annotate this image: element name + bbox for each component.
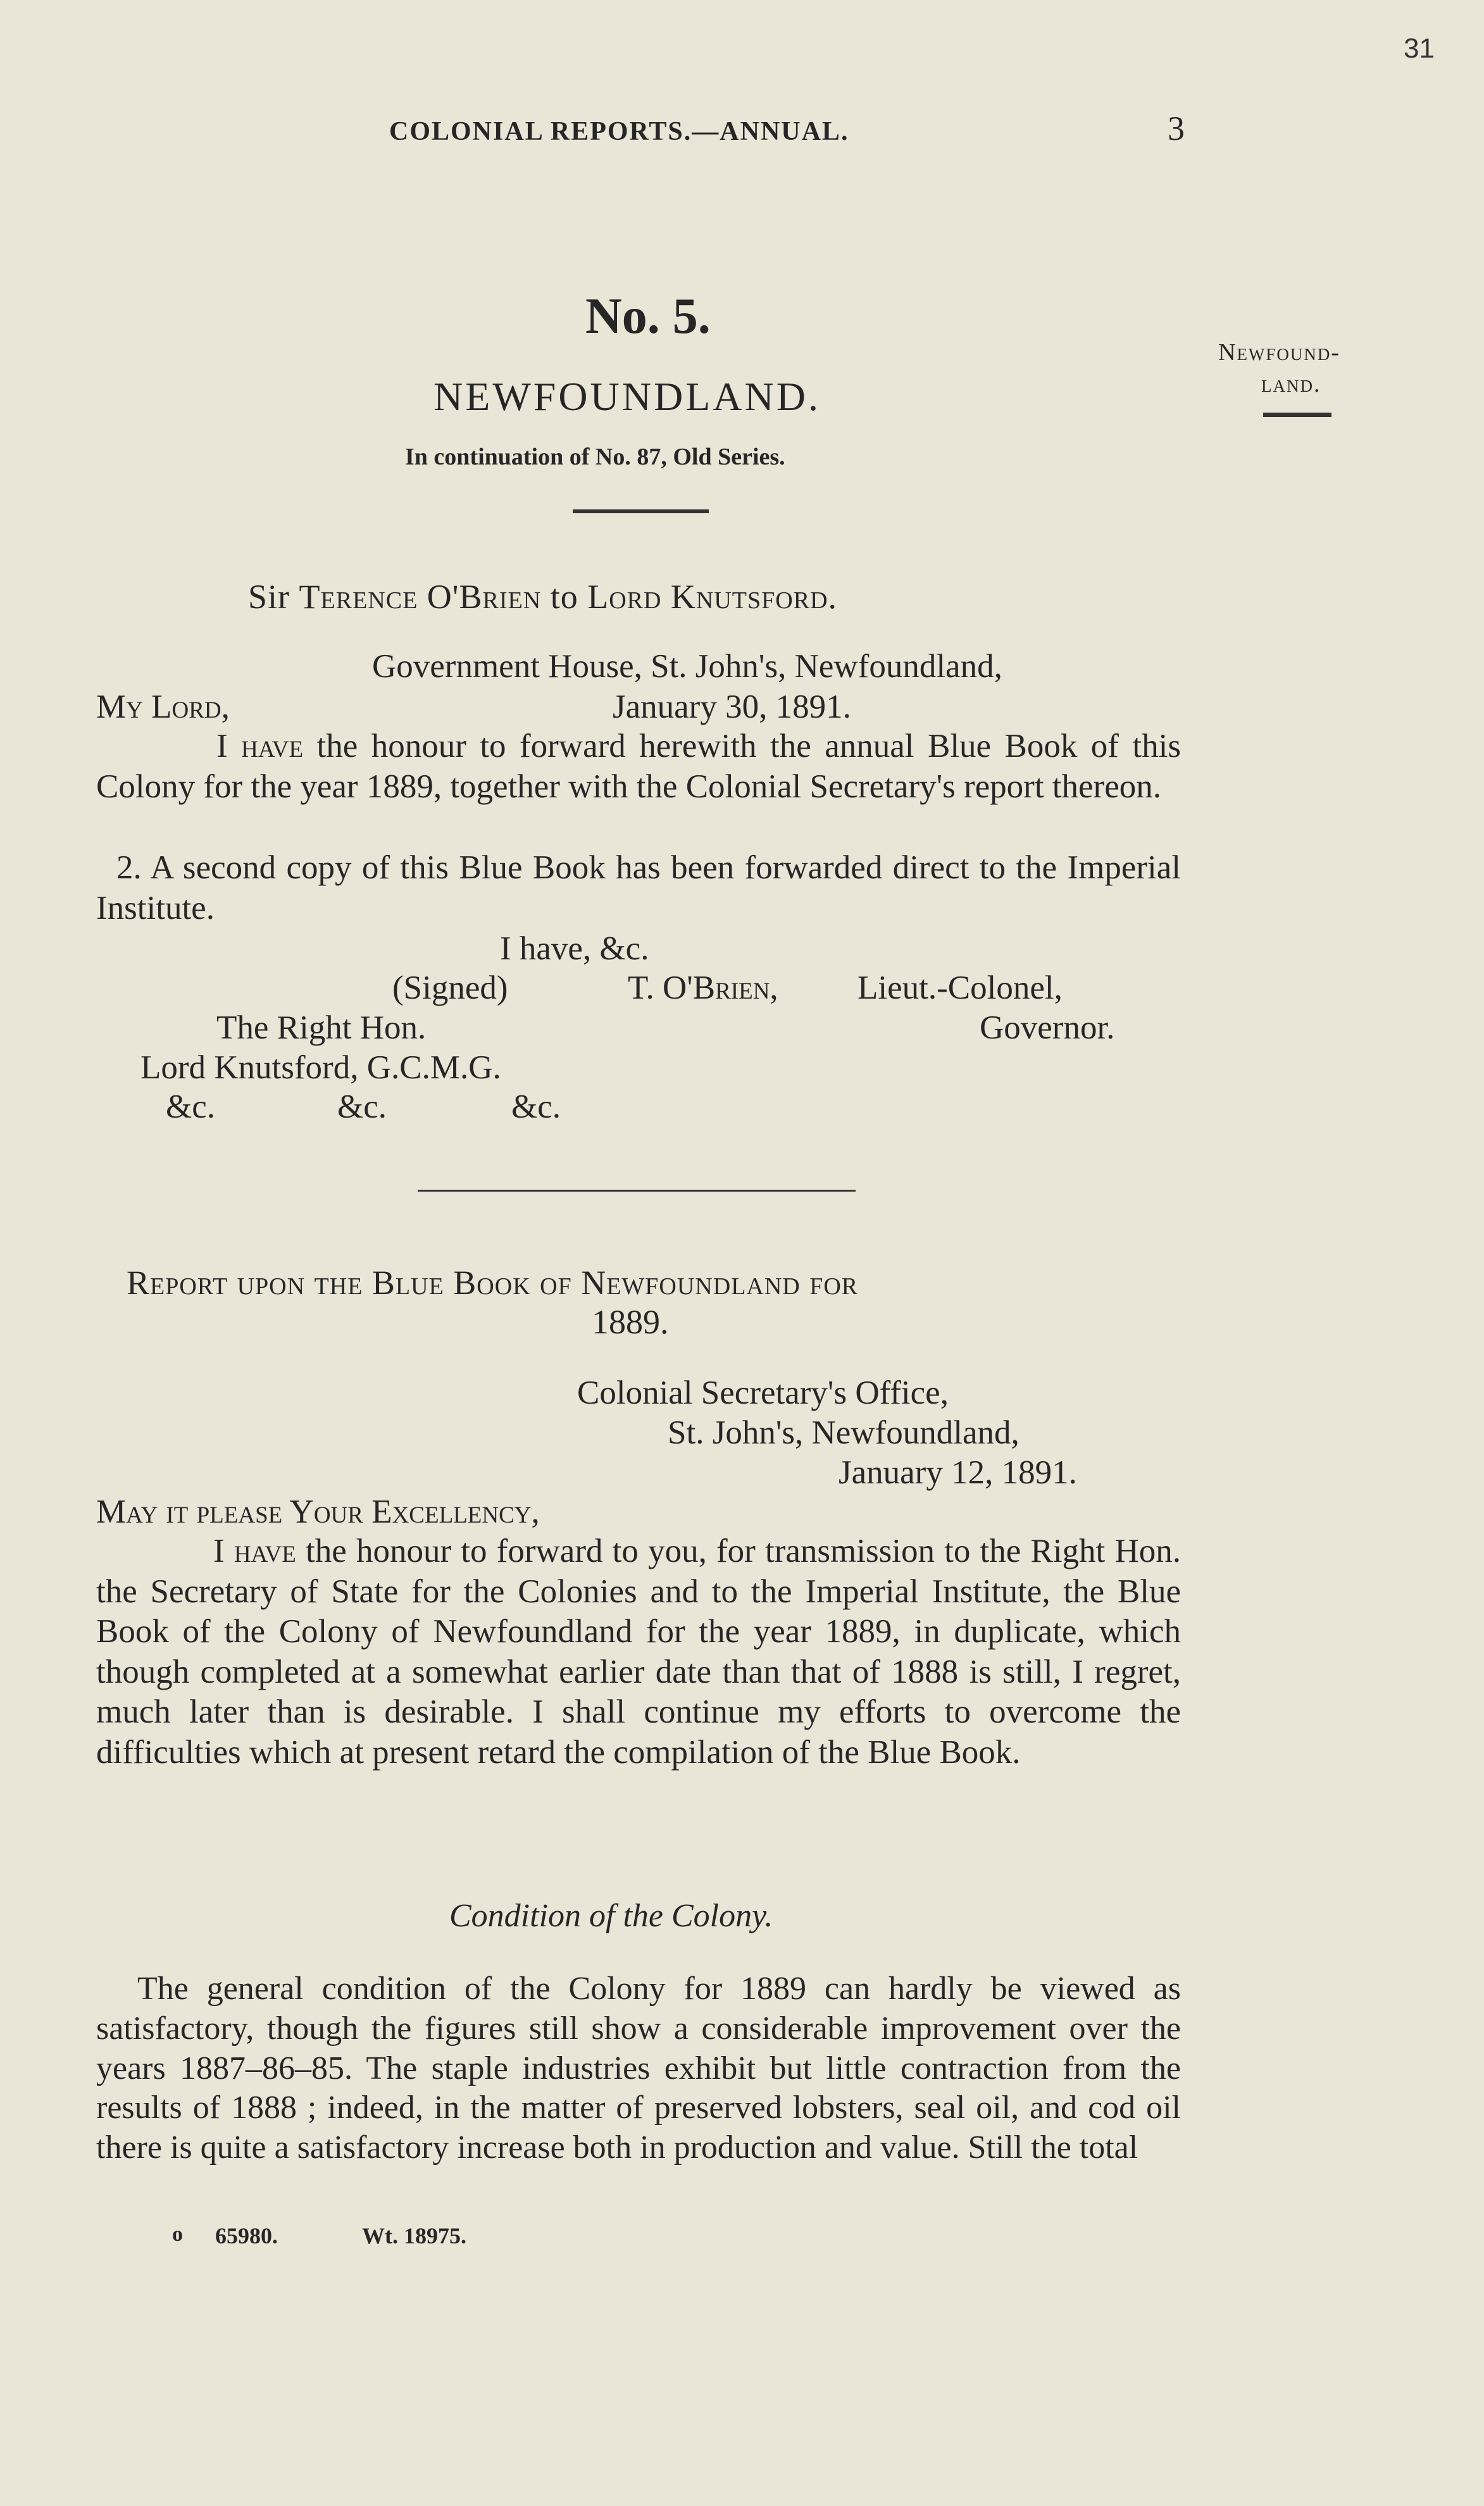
report-heading-line-2: 1889. (592, 1303, 669, 1341)
section-title: Condition of the Colony. (449, 1898, 773, 1934)
letter-date: January 30, 1891. (613, 689, 851, 725)
title-rule (573, 509, 709, 513)
footer-weight: Wt. 18975. (362, 2223, 466, 2248)
report-salutation: May it please Your Excellency, (96, 1493, 540, 1530)
office-line-2: St. John's, Newfoundland, (668, 1414, 1019, 1451)
office-line-1: Colonial Secretary's Office, (577, 1375, 949, 1411)
letter-heading-to-word: to (541, 578, 588, 616)
margin-note-line1: Newfound- (1218, 339, 1341, 366)
letter-address: Government House, St. John's, Newfoundland, (372, 648, 1002, 685)
letter-paragraph-2: 2. A second copy of this Blue Book has been forwarded direct to the Imperial Institute. (96, 849, 1181, 926)
letter-closing: I have, &c. (500, 930, 649, 967)
letter-heading (248, 577, 837, 616)
page-number: 3 (1168, 109, 1185, 147)
office-line-3: January 12, 1891. (839, 1454, 1077, 1491)
series-note: In continuation of No. 87, Old Series. (405, 444, 785, 470)
running-head: COLONIAL REPORTS.—ANNUAL. (389, 117, 849, 146)
report-paragraph-1-lead: I have (213, 1533, 296, 1569)
signatory-name: T. O'Brien, (628, 969, 778, 1006)
etc-2: &c. (337, 1088, 387, 1125)
report-paragraph-1-text: the honour to forward to you, for transmission to the Right Hon. the Secretary of State for the Colonies and to the Imperial Institute, the Blue Book of the Colony of Newfoundland for the year 1889, in duplicate, which though completed at a somewhat earlier date than that of 1888 is still, I regret, much later than is desirable. I shall continue my efforts to overcome the difficulties which at present retard the compilation of the Blue Book. (96, 1533, 1181, 1771)
letter-paragraph-1-lead: I have (216, 728, 304, 764)
signed-label: (Signed) (392, 969, 508, 1006)
addressee-line-2: Lord Knutsford, G.C.M.G. (140, 1049, 501, 1086)
letter-heading-to: Lord Knutsford. (587, 578, 838, 616)
etc-1: &c. (166, 1088, 215, 1125)
margin-note-line2: land. (1261, 371, 1321, 397)
footer-code: 65980. (215, 2223, 278, 2248)
letter-heading-prefix: Sir (248, 578, 299, 616)
addressee-line-1: The Right Hon. (216, 1009, 427, 1046)
report-heading-line-1: Report upon the Blue Book of Newfoundland for (127, 1264, 859, 1302)
letter-heading-from: Terence O'Brien (299, 578, 542, 616)
letter-paragraph-1 (96, 726, 1181, 807)
report-paragraph-1 (96, 1531, 1181, 1773)
margin-note-rule (1263, 413, 1331, 417)
etc-3: &c. (511, 1088, 561, 1125)
report-paragraph-2: The general condition of the Colony for 1889 can hardly be viewed as satisfactory, though the figures still show a considerable improvement over the years 1887–86–85. The staple industries exhibit but little contraction from the results of 1888 ; indeed, in the matter of preserved lobsters, seal oil, and cod oil there is quite a satisfactory increase both in production and value. Still the total (96, 1971, 1181, 2166)
signatory-rank: Lieut.-Colonel, (857, 969, 1063, 1006)
sheet-number: 31 (1404, 33, 1435, 64)
section-divider (418, 1190, 856, 1192)
letter-salutation: My Lord, (96, 689, 230, 725)
colony-title: NEWFOUNDLAND. (433, 374, 821, 419)
letter-paragraph-1-text: the honour to forward herewith the annual Blue Book of this Colony for the year 1889, together with the Colonial Secretary's report thereon. (96, 728, 1181, 805)
signatory-title: Governor. (980, 1009, 1115, 1046)
report-number: No. 5. (585, 289, 711, 344)
footer-mark: o (172, 2222, 183, 2246)
